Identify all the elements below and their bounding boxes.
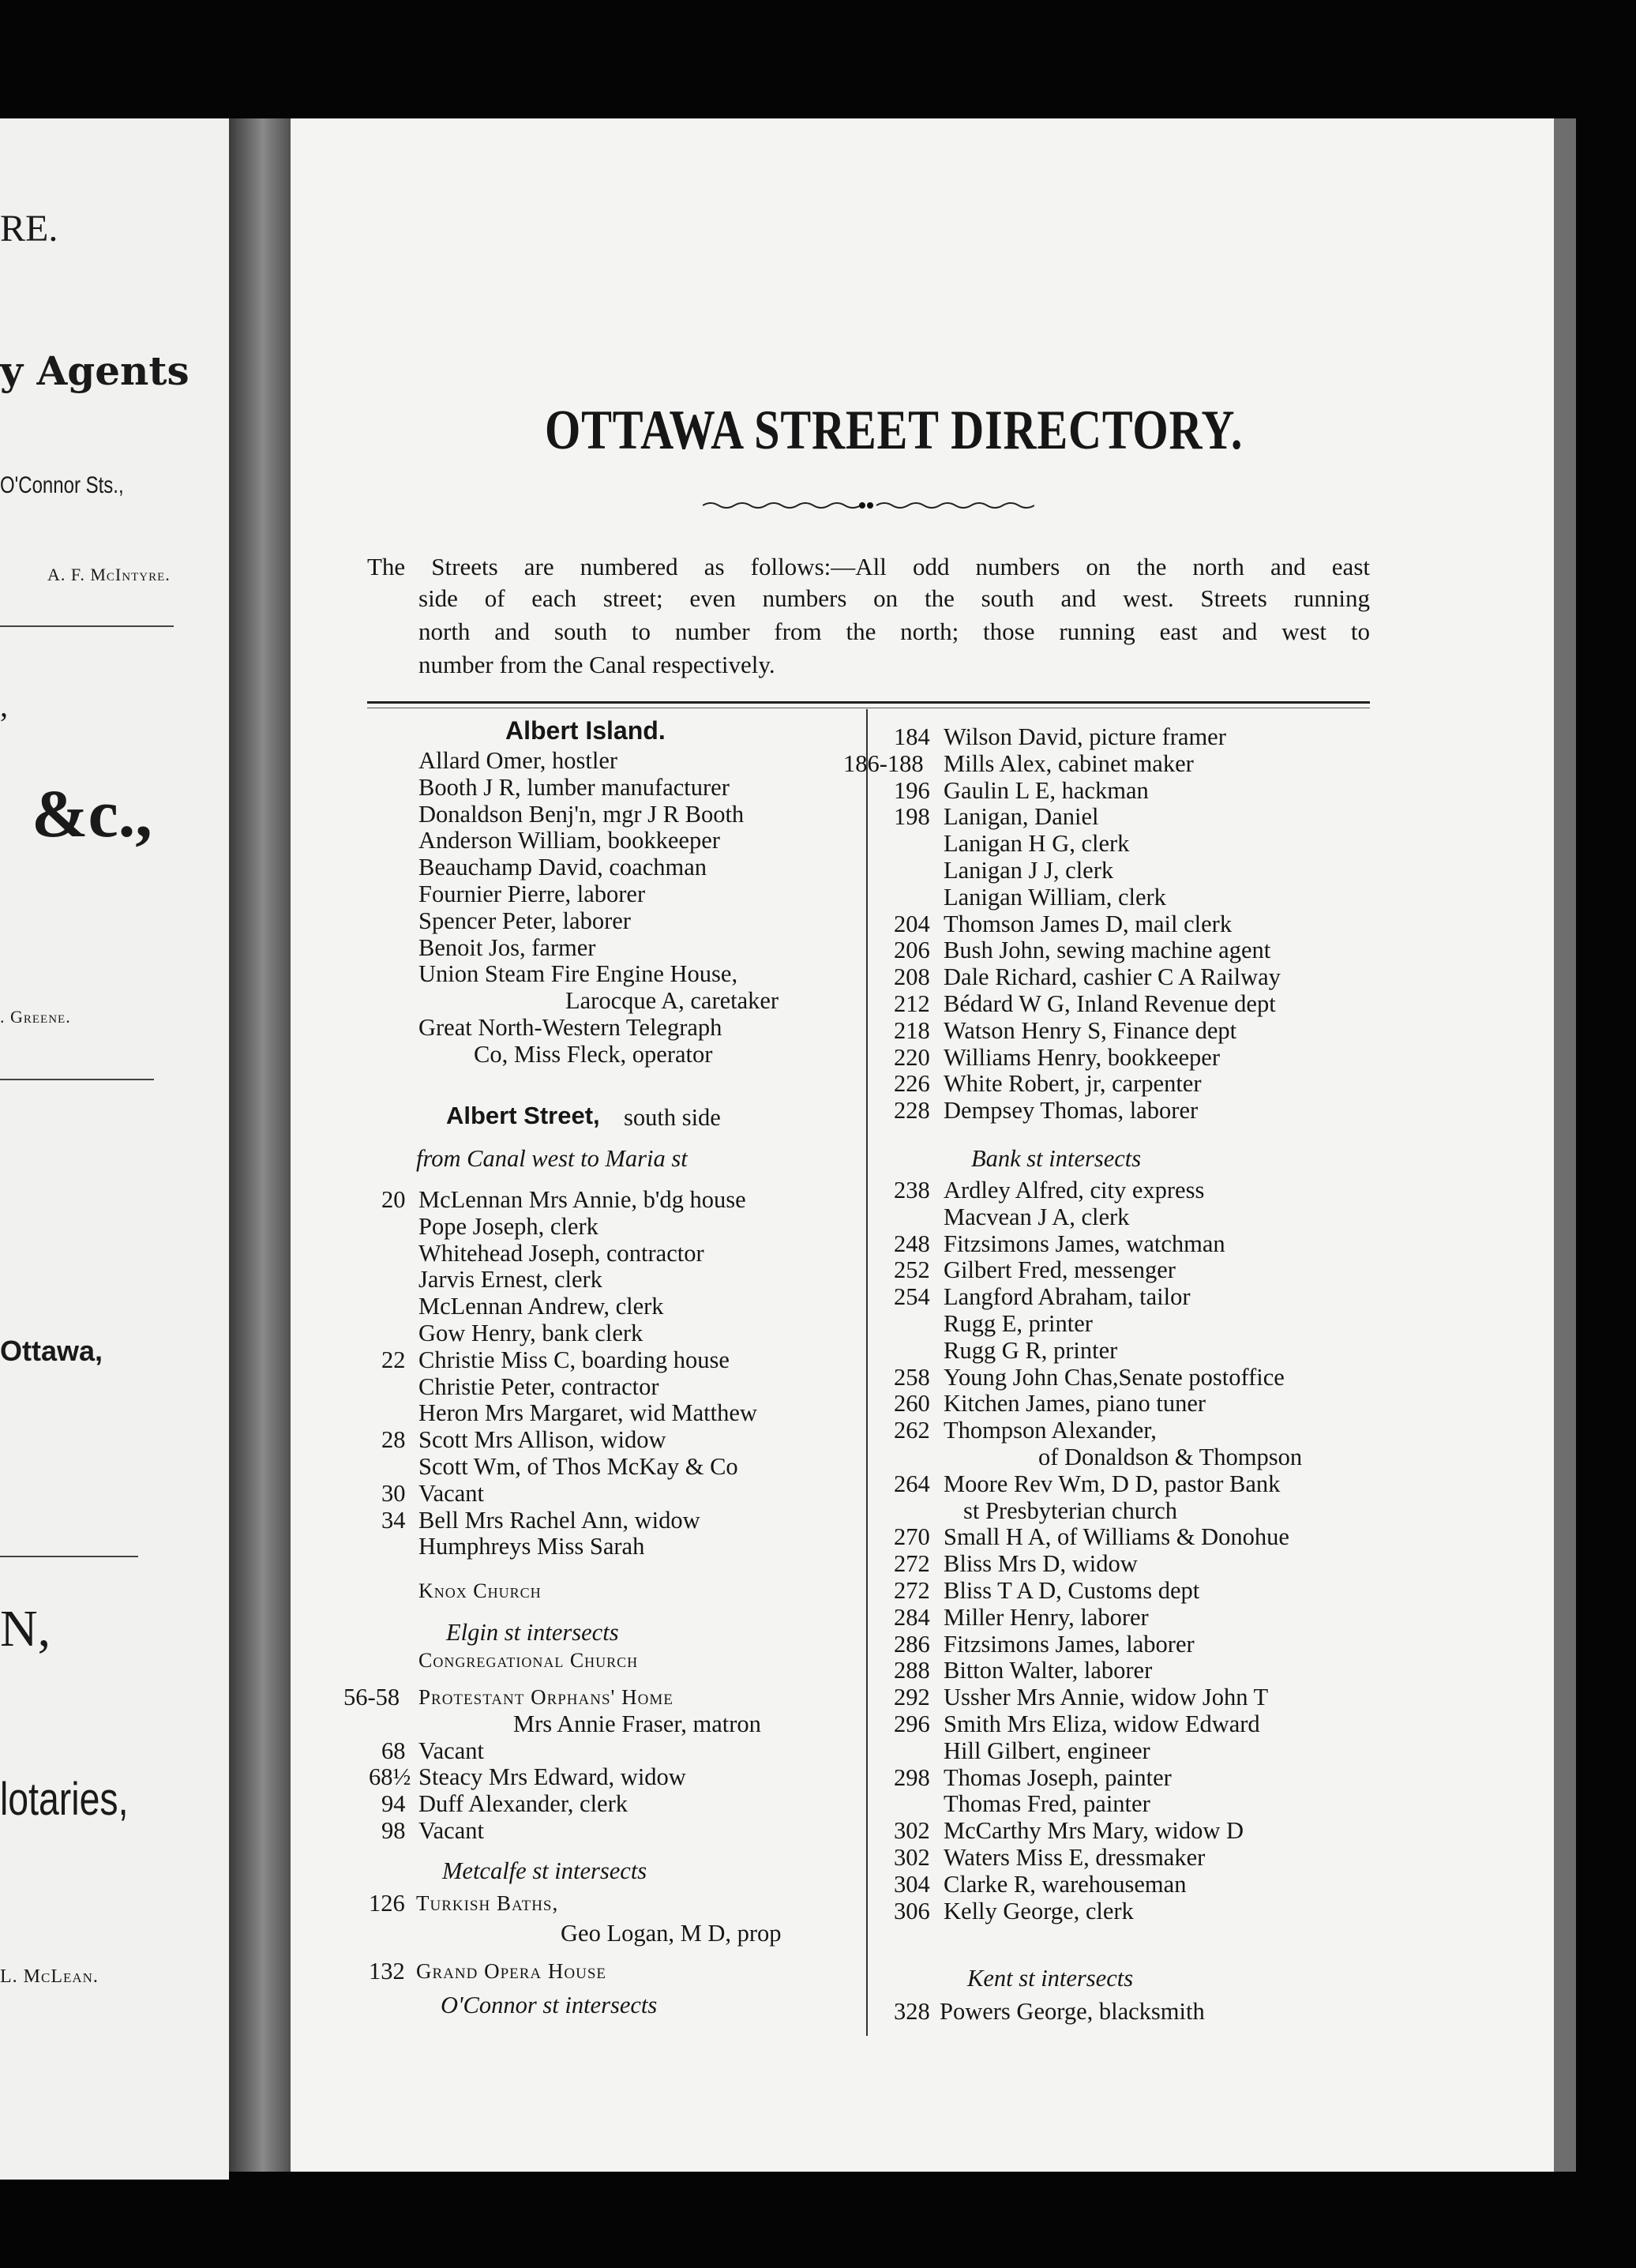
- street-number: 252: [894, 1256, 930, 1283]
- directory-entry: Kitchen James, piano tuner: [944, 1390, 1206, 1417]
- left-rule: [0, 625, 174, 627]
- directory-entry: Jarvis Ernest, clerk: [418, 1266, 602, 1293]
- directory-entry: Protestant Orphans' Home: [418, 1685, 674, 1709]
- directory-entry: of Donaldson & Thompson: [1038, 1444, 1303, 1470]
- directory-entry: Ardley Alfred, city express: [944, 1177, 1205, 1203]
- directory-entry: Humphreys Miss Sarah: [418, 1533, 645, 1560]
- directory-entry: Co, Miss Fleck, operator: [474, 1041, 713, 1068]
- institution-name: Congregational Church: [418, 1649, 639, 1672]
- directory-entry: Geo Logan, M D, prop: [561, 1920, 782, 1947]
- directory-entry: Pope Joseph, clerk: [418, 1213, 598, 1240]
- street-number: 262: [894, 1417, 930, 1444]
- section-heading: Albert Island.: [505, 716, 666, 745]
- street-number: 270: [894, 1523, 930, 1550]
- intro-line: side of each street; even numbers on the south and west. Streets running: [418, 584, 1370, 612]
- directory-entry: Bliss Mrs D, widow: [944, 1550, 1138, 1577]
- directory-entry: Beauchamp David, coachman: [418, 854, 707, 881]
- street-number: 286: [894, 1631, 930, 1658]
- street-number: 292: [894, 1684, 930, 1710]
- directory-entry: Mills Alex, cabinet maker: [944, 750, 1194, 777]
- intersection-note: O'Connor st intersects: [441, 1992, 658, 2018]
- street-number: 298: [894, 1764, 930, 1791]
- directory-entry: Great North-Western Telegraph: [418, 1014, 722, 1041]
- directory-entry: Duff Alexander, clerk: [418, 1790, 628, 1817]
- directory-entry: st Presbyterian church: [963, 1497, 1178, 1524]
- directory-entry: Christie Miss C, boarding house: [418, 1346, 730, 1373]
- directory-entry: Bush John, sewing machine agent: [944, 937, 1271, 963]
- street-number: 206: [894, 937, 930, 963]
- street-number: 260: [894, 1390, 930, 1417]
- directory-entry: Anderson William, bookkeeper: [418, 827, 720, 854]
- directory-entry: Moore Rev Wm, D D, pastor Bank: [944, 1470, 1281, 1497]
- directory-entry: Booth J R, lumber manufacturer: [418, 774, 730, 801]
- book-gutter: [229, 118, 291, 2172]
- street-number: 68½: [369, 1763, 411, 1790]
- street-number: 56-58: [343, 1684, 400, 1710]
- directory-entry: Whitehead Joseph, contractor: [418, 1240, 704, 1267]
- street-number: 126: [369, 1890, 405, 1917]
- directory-entry: Smith Mrs Eliza, widow Edward: [944, 1710, 1260, 1737]
- directory-entry: Bell Mrs Rachel Ann, widow: [418, 1507, 700, 1534]
- street-number: 288: [894, 1657, 930, 1684]
- directory-entry: Steacy Mrs Edward, widow: [418, 1763, 686, 1790]
- directory-entry: Mrs Annie Fraser, matron: [513, 1710, 761, 1737]
- section-subheading: from Canal west to Maria st: [416, 1145, 688, 1172]
- intersection-note: Kent st intersects: [967, 1965, 1134, 1992]
- directory-entry: Scott Wm, of Thos McKay & Co: [418, 1453, 738, 1480]
- street-number: 212: [894, 990, 930, 1017]
- directory-entry: Bliss T A D, Customs dept: [944, 1577, 1200, 1604]
- directory-entry: Powers George, blacksmith: [940, 1998, 1205, 2025]
- street-number: 220: [894, 1044, 930, 1071]
- directory-entry: Fournier Pierre, laborer: [418, 881, 646, 907]
- directory-entry: Lanigan William, clerk: [944, 884, 1166, 911]
- directory-entry: Small H A, of Williams & Donohue: [944, 1523, 1289, 1550]
- directory-entry: McCarthy Mrs Mary, widow D: [944, 1817, 1244, 1844]
- institution-name: Knox Church: [418, 1579, 542, 1602]
- street-number: 238: [894, 1177, 930, 1203]
- left-rule: [0, 1556, 138, 1557]
- directory-entry: Rugg G R, printer: [944, 1337, 1118, 1364]
- street-number: 258: [894, 1364, 930, 1391]
- street-number: 94: [381, 1790, 406, 1817]
- directory-entry: McLennan Mrs Annie, b'dg house: [418, 1186, 746, 1213]
- directory-entry: Larocque A, caretaker: [565, 987, 779, 1014]
- directory-entry: Lanigan H G, clerk: [944, 830, 1130, 857]
- street-number: 68: [381, 1737, 406, 1764]
- left-fragment: y Agents: [0, 347, 189, 394]
- left-rule: [0, 1079, 154, 1080]
- intersection-note: Metcalfe st intersects: [442, 1857, 647, 1884]
- street-number: 306: [894, 1898, 930, 1924]
- directory-entry: Fitzsimons James, watchman: [944, 1230, 1225, 1257]
- street-number: 208: [894, 963, 930, 990]
- directory-entry: Grand Opera House: [416, 1959, 607, 1983]
- directory-entry: McLennan Andrew, clerk: [418, 1293, 664, 1320]
- directory-entry: Thomson James D, mail clerk: [944, 911, 1233, 937]
- street-number: 248: [894, 1230, 930, 1257]
- left-fragment: Ottawa,: [0, 1335, 103, 1367]
- street-number: 226: [894, 1070, 930, 1097]
- left-fragment: . Greene.: [0, 1007, 71, 1027]
- street-number: 254: [894, 1283, 930, 1310]
- directory-entry: Williams Henry, bookkeeper: [944, 1044, 1220, 1071]
- directory-entry: Young John Chas,Senate postoffice: [944, 1364, 1285, 1391]
- directory-entry: Rugg E, printer: [944, 1310, 1093, 1337]
- street-number: 328: [894, 1998, 930, 2025]
- directory-entry: Spencer Peter, laborer: [418, 907, 631, 934]
- street-number: 22: [381, 1346, 406, 1373]
- directory-entry: Dempsey Thomas, laborer: [944, 1097, 1199, 1124]
- directory-entry: Bitton Walter, laborer: [944, 1657, 1153, 1684]
- street-number: 296: [894, 1710, 930, 1737]
- column-top-rule: [367, 701, 1370, 704]
- column-divider: [866, 709, 868, 2036]
- street-number: 28: [381, 1426, 406, 1453]
- intersection-note: Bank st intersects: [971, 1145, 1142, 1172]
- directory-entry: Thomas Fred, painter: [944, 1790, 1150, 1817]
- directory-entry: Langford Abraham, tailor: [944, 1283, 1191, 1310]
- directory-entry: White Robert, jr, carpenter: [944, 1070, 1202, 1097]
- directory-entry: Clarke R, warehouseman: [944, 1871, 1187, 1898]
- directory-entry: Fitzsimons James, laborer: [944, 1631, 1195, 1658]
- directory-entry: Vacant: [418, 1480, 484, 1507]
- street-number: 98: [381, 1817, 406, 1844]
- directory-entry: Ussher Mrs Annie, widow John T: [944, 1684, 1269, 1710]
- directory-entry: Wilson David, picture framer: [944, 723, 1226, 750]
- intro-line: north and south to number from the north; those running east and west to: [418, 618, 1370, 645]
- directory-entry: Union Steam Fire Engine House,: [418, 960, 738, 987]
- ornament-divider: [703, 498, 1034, 513]
- left-facing-page: [0, 118, 229, 2180]
- street-number: 302: [894, 1844, 930, 1871]
- left-fragment: lotaries,: [0, 1774, 129, 1825]
- directory-entry: Bédard W G, Inland Revenue dept: [944, 990, 1276, 1017]
- directory-entry: Thomas Joseph, painter: [944, 1764, 1172, 1791]
- street-number: 186-188: [843, 750, 924, 777]
- directory-entry: Scott Mrs Allison, widow: [418, 1426, 666, 1453]
- left-fragment: &c.,: [32, 775, 152, 851]
- directory-entry: Dale Richard, cashier C A Railway: [944, 963, 1281, 990]
- directory-entry: Thompson Alexander,: [944, 1417, 1157, 1444]
- directory-entry: Benoit Jos, farmer: [418, 934, 596, 961]
- street-number: 272: [894, 1550, 930, 1577]
- directory-entry: Lanigan, Daniel: [944, 803, 1099, 830]
- intersection-note: Elgin st intersects: [446, 1619, 619, 1646]
- directory-entry: Turkish Baths,: [416, 1891, 559, 1915]
- left-fragment: N,: [0, 1600, 51, 1658]
- street-number: 304: [894, 1871, 930, 1898]
- directory-entry: Watson Henry S, Finance dept: [944, 1017, 1237, 1044]
- left-fragment: O'Connor Sts.,: [0, 472, 124, 498]
- directory-entry: Gaulin L E, hackman: [944, 777, 1149, 804]
- directory-entry: Lanigan J J, clerk: [944, 857, 1114, 884]
- street-number: 30: [381, 1480, 406, 1507]
- street-number: 218: [894, 1017, 930, 1044]
- directory-entry: Kelly George, clerk: [944, 1898, 1134, 1924]
- street-number: 184: [894, 723, 930, 750]
- directory-entry: Christie Peter, contractor: [418, 1373, 659, 1400]
- section-heading: Albert Street,: [446, 1102, 600, 1129]
- street-number: 196: [894, 777, 930, 804]
- left-fragment: ,: [0, 688, 8, 723]
- intro-line: number from the Canal respectively.: [418, 651, 775, 678]
- directory-entry: Gilbert Fred, messenger: [944, 1256, 1176, 1283]
- directory-entry: Donaldson Benj'n, mgr J R Booth: [418, 801, 745, 828]
- section-heading-suffix: south side: [624, 1104, 721, 1131]
- street-number: 34: [381, 1507, 406, 1534]
- street-number: 198: [894, 803, 930, 830]
- directory-entry: Vacant: [418, 1817, 484, 1844]
- street-number: 302: [894, 1817, 930, 1844]
- directory-entry: Allard Omer, hostler: [418, 747, 618, 774]
- street-number: 264: [894, 1470, 930, 1497]
- directory-entry: Vacant: [418, 1737, 484, 1764]
- left-fragment: L. McLean.: [0, 1966, 99, 1987]
- directory-entry: Gow Henry, bank clerk: [418, 1320, 644, 1346]
- street-number: 272: [894, 1577, 930, 1604]
- directory-entry: Heron Mrs Margaret, wid Matthew: [418, 1399, 757, 1426]
- street-number: 20: [381, 1186, 406, 1213]
- left-fragment: RE.: [0, 208, 58, 250]
- page-title: OTTAWA STREET DIRECTORY.: [545, 400, 1244, 461]
- street-number: 204: [894, 911, 930, 937]
- directory-entry: Hill Gilbert, engineer: [944, 1737, 1150, 1764]
- street-number: 228: [894, 1097, 930, 1124]
- directory-entry: Waters Miss E, dressmaker: [944, 1844, 1206, 1871]
- directory-entry: Miller Henry, laborer: [944, 1604, 1149, 1631]
- street-number: 284: [894, 1604, 930, 1631]
- intro-line: The Streets are numbered as follows:—All odd numbers on the north and east: [367, 553, 1370, 580]
- street-number: 132: [369, 1958, 405, 1984]
- directory-entry: Macvean J A, clerk: [944, 1203, 1130, 1230]
- left-fragment: A. F. McIntyre.: [47, 565, 171, 584]
